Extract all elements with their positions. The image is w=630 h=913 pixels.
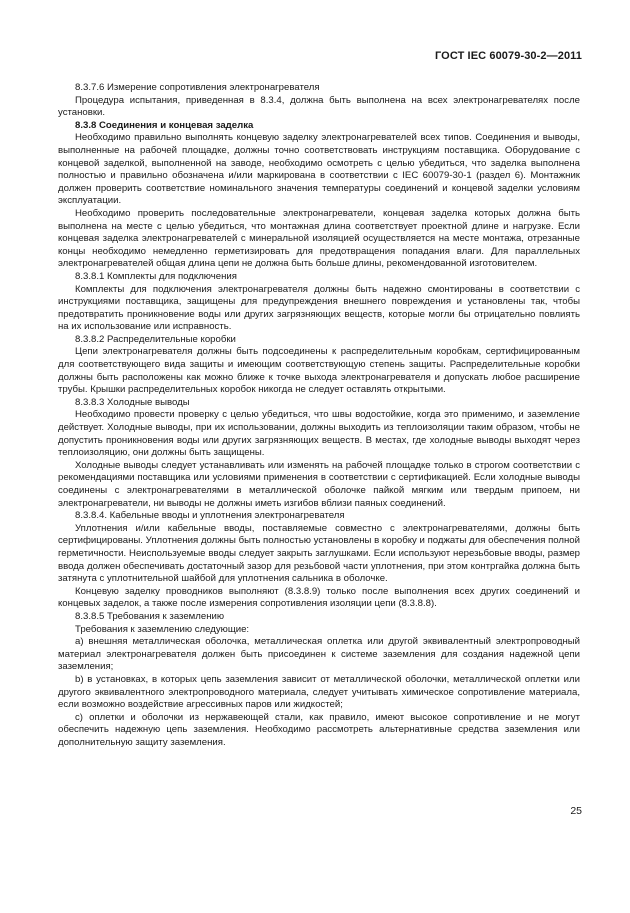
paragraph: Холодные выводы следует устанавливать или изменять на рабочей площадке только в строгом соответствии с рекомендациями поставщика или условиями применения в соответствии с сертификацией. Если холодные выводы соединены с электронагревателями в металлической оболочке пайкой мягким или твердым припоем, ни электронагреватели, ни выводы не должны иметь изгибов вблизи паяных соединений. — [58, 459, 580, 509]
paragraph: Цепи электронагревателя должны быть подсоединены к распределительным коробкам, сертифицированным для соответствующего вида защиты и имеющим соответствующую степень защиты. Распределительные коробки должны быть расположены как можно ближе к точке выхода электронагревателя и допускать любое расширение трубы. Крышки распределительных коробок никогда не следует оставлять открытыми. — [58, 346, 580, 396]
subsection-heading: 8.3.8.3 Холодные выводы — [75, 396, 190, 408]
paragraph: Необходимо правильно выполнять концевую заделку электронагревателей всех типов. Соединения и выводы, выполненные на рабочей площадке, должны точно соответствовать инструкциям поставщика. Оборудование с концевой заделкой, выполненной на заводе, необходимо осмотреть с целью убедиться, что заделка выполнена полностью и правильно обозначена и/или маркирована в соответствии с IEC 60079-30-1 (раздел 6). Монтажник должен проверить соответствие номинального значения температуры соединений и концевой заделки условиям эксплуатации. — [58, 132, 580, 207]
subsection-heading: 8.3.8.5 Требования к заземлению — [75, 610, 225, 622]
paragraph: Требования к заземлению следующие: — [75, 623, 250, 635]
standard-header: ГОСТ IEC 60079-30-2—2011 — [434, 50, 582, 62]
page-number: 25 — [570, 805, 582, 817]
subsection-heading: 8.3.8.4. Кабельные вводы и уплотнения электронагревателя — [75, 510, 345, 522]
document-body — [58, 82, 580, 749]
paragraph: Необходимо проверить последовательные электронагреватели, концевая заделка которых должна быть выполнена на месте с целью убедиться, что монтажная длина соответствует проектной длине и нагрузке. Если концевая заделка электронагревателей с минеральной изоляцией осуществляется на месте монтажа, отрезанные концы необходимо немедленно герметизировать для предотвращения попадания влаги. Для параллельных электронагревателей общая длина цепи не должна быть больше длины, рекомендованной изготовителем. — [58, 207, 580, 270]
paragraph: Комплекты для подключения электронагревателя должны быть надежно смонтированы в соответствии с инструкциями поставщика, защищены для предупреждения внешнего повреждения и установлены так, чтобы предотвратить проникновение воды или других загрязняющих веществ, которые могли бы отрицательно повлиять на их использование или исправность. — [58, 283, 580, 333]
paragraph: Концевую заделку проводников выполняют (8.3.8.9) только после выполнения всех других соединений и концевых заделок, а также после измерения сопротивления изоляции цепи (8.3.8.8). — [58, 585, 580, 610]
list-item: а) внешняя металлическая оболочка, металлическая оплетка или другой эквивалентный электропроводный материал электронагревателя должен быть присоединен к системе заземления для создания надежной цепи заземления; — [58, 636, 580, 673]
subsection-heading: 8.3.8.1 Комплекты для подключения — [75, 270, 237, 282]
subsection-heading: 8.3.8.2 Распределительные коробки — [75, 333, 236, 345]
paragraph: Уплотнения и/или кабельные вводы, поставляемые совместно с электронагревателями, должны быть сертифицированы. Уплотнения должны быть полностью установлены в коробку и поджаты для обеспечения полной герметичности. Неиспользуемые вводы следует закрыть заглушками. Если используют нерезьбовые вводы, размер ввода должен обеспечивать достаточный зазор для резьбовой части уплотнения, при этом контргайка должна быть затянута с уплотнительной шайбой для уплотнения сальника в оболочке. — [58, 522, 580, 585]
paragraph: Процедура испытания, приведенная в 8.3.4, должна быть выполнена на всех электронагревателях после установки. — [58, 94, 580, 119]
list-item: с) оплетки и оболочки из нержавеющей стали, как правило, имеют высокое сопротивление и не могут обеспечить надежную цепь заземления. Необходимо рассмотреть альтернативные средства заземления или дополнительную защиту заземления. — [58, 711, 580, 748]
section-heading: 8.3.8 Соединения и концевая заделка — [75, 119, 254, 131]
list-item: b) в установках, в которых цепь заземления зависит от металлической оболочки, металлической оплетки или другого эквивалентного электропроводного материала, следует учитывать химическое сопротивление материала, если возможно воздействие агрессивных паров или жидкостей; — [58, 673, 580, 711]
subsection-heading: 8.3.7.6 Измерение сопротивления электронагревателя — [75, 82, 320, 93]
paragraph: Необходимо провести проверку с целью убедиться, что швы водостойкие, когда это применимо, и заземление действует. Холодные выводы, при их использовании, должны выходить из теплоизоляции таким образом, чтобы не допустить проникновения воды или других загрязняющих веществ. В местах, где холодные выводы выходят через теплоизоляцию, они должны быть защищены. — [58, 409, 580, 459]
